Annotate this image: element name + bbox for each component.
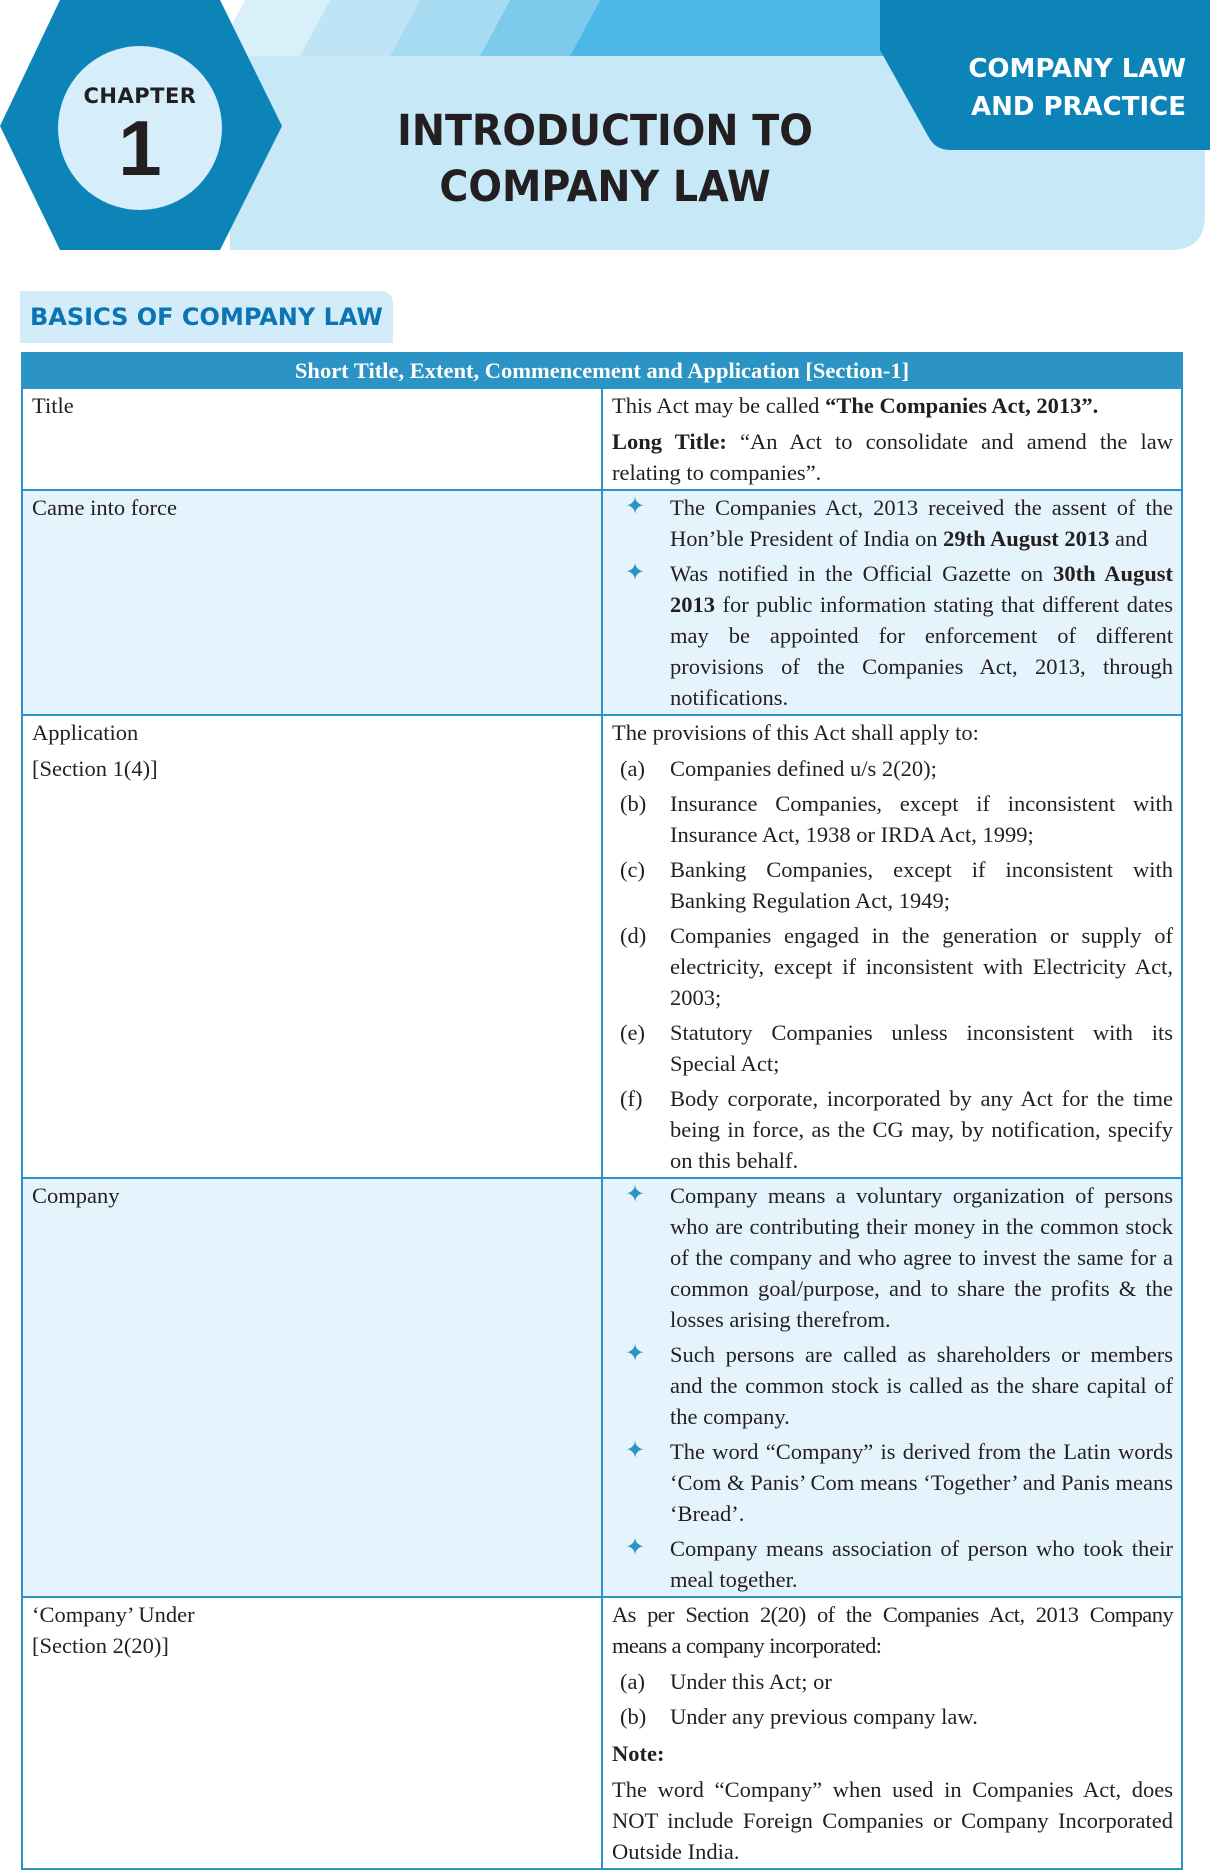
section-1-table bbox=[21, 352, 1183, 1870]
intro-text: As per Section 2(20) of the Companies Act, 2013 Company means a company incorporated: bbox=[612, 1602, 1173, 1658]
list-item bbox=[612, 492, 1173, 554]
text: and bbox=[1109, 526, 1148, 551]
list-item-text: Insurance Companies, except if inconsistent with Insurance Act, 1938 or IRDA Act, 1999; bbox=[670, 791, 1173, 847]
four-point-star-icon: ✦ bbox=[625, 494, 646, 520]
act-name: “The Companies Act, 2013”. bbox=[825, 393, 1099, 418]
list-item-text: Under any previous company law. bbox=[670, 1704, 978, 1729]
list-item bbox=[612, 1083, 1173, 1176]
four-point-star-icon: ✦ bbox=[625, 1182, 646, 1208]
list-item-text: Banking Companies, except if inconsistent with Banking Regulation Act, 1949; bbox=[670, 857, 1173, 913]
date: 30th August 2013 bbox=[670, 561, 1173, 617]
table-row-application bbox=[22, 715, 1182, 1178]
list-item-text: Statutory Companies unless inconsistent with its Special Act; bbox=[670, 1020, 1173, 1076]
table-row-came-into-force bbox=[22, 490, 1182, 715]
list-item bbox=[612, 1666, 1173, 1697]
four-point-star-icon: ✦ bbox=[625, 1341, 646, 1367]
chapter-label: CHAPTER bbox=[83, 84, 197, 108]
text: Was notified in the Official Gazette on bbox=[670, 561, 1054, 586]
row-value bbox=[602, 388, 1182, 490]
row-key bbox=[22, 715, 602, 1178]
list-marker: (a) bbox=[620, 1669, 645, 1694]
row-value bbox=[602, 715, 1182, 1178]
section-heading: BASICS OF COMPANY LAW bbox=[20, 291, 393, 343]
series-line-1: COMPANY LAW bbox=[968, 54, 1186, 84]
list-item bbox=[612, 1017, 1173, 1079]
row-key: Company bbox=[22, 1178, 602, 1597]
text: for public information stating that different dates may be appointed for enforcement of different provisions of the Companies Act, 2013, through notifications. bbox=[670, 592, 1173, 710]
book-series-title bbox=[926, 50, 1186, 126]
table-row-section-2-20 bbox=[22, 1597, 1182, 1869]
list-item-text: Under this Act; or bbox=[670, 1669, 832, 1694]
paragraph bbox=[612, 390, 1173, 421]
list-marker: (a) bbox=[620, 756, 645, 781]
list-item bbox=[612, 1701, 1173, 1732]
list-marker: (d) bbox=[620, 923, 647, 948]
table-heading: Short Title, Extent, Commencement and Application [Section-1] bbox=[22, 353, 1182, 388]
table-row-title bbox=[22, 388, 1182, 490]
text: This Act may be called bbox=[612, 393, 826, 418]
list-item-text: Companies engaged in the generation or supply of electricity, except if inconsistent with Electricity Act, 2003; bbox=[670, 923, 1173, 1010]
row-key-line-1: ‘Company’ Under bbox=[32, 1602, 195, 1627]
list-item-text: Companies defined u/s 2(20); bbox=[670, 756, 937, 781]
list-item-text: Such persons are called as shareholders or members and the common stock is called as the share capital of the company. bbox=[670, 1342, 1173, 1429]
text: “An Act to consolidate and amend the law relating to companies”. bbox=[612, 429, 1173, 485]
list-item bbox=[612, 1436, 1173, 1529]
row-key-line-1: Application bbox=[32, 720, 139, 745]
note-label-text: Note: bbox=[612, 1741, 665, 1766]
text: The Companies Act, 2013 received the assent of the Hon’ble President of India on bbox=[670, 495, 1173, 551]
paragraph bbox=[612, 426, 1173, 488]
row-value bbox=[602, 490, 1182, 715]
table-row-company bbox=[22, 1178, 1182, 1597]
list-marker: (c) bbox=[620, 857, 645, 882]
list-item bbox=[612, 1339, 1173, 1432]
chapter-title-line-1: INTRODUCTION TO bbox=[397, 106, 813, 156]
list-item-text bbox=[670, 492, 1173, 554]
four-point-star-icon: ✦ bbox=[625, 1535, 646, 1561]
four-point-star-icon: ✦ bbox=[625, 1438, 646, 1464]
row-key: Title bbox=[22, 388, 602, 490]
row-value bbox=[602, 1178, 1182, 1597]
list-marker: (f) bbox=[620, 1086, 643, 1111]
list-item-text: Company means a voluntary organization of persons who are contributing their money in the common stock of the company and who agree to invest the same for a common goal/purpose, and to share the profits & the losses arising therefrom. bbox=[670, 1183, 1173, 1332]
chapter-number: 1 bbox=[118, 104, 162, 192]
list-item bbox=[612, 753, 1173, 784]
list-item bbox=[612, 1533, 1173, 1595]
four-point-star-icon: ✦ bbox=[625, 560, 646, 586]
list-item-text: The word “Company” is derived from the Latin words ‘Com & Panis’ Com means ‘Together’ and Panis means ‘Bread’. bbox=[670, 1439, 1173, 1526]
list-marker: (b) bbox=[620, 1704, 647, 1729]
list-marker: (e) bbox=[620, 1020, 645, 1045]
list-item-text bbox=[670, 558, 1173, 713]
chapter-header bbox=[0, 0, 1210, 260]
row-key bbox=[22, 1597, 602, 1869]
date: 29th August 2013 bbox=[943, 526, 1110, 551]
note-text: The word “Company” when used in Companies Act, does NOT include Foreign Companies or Company Incorporated Outside India. bbox=[612, 1777, 1173, 1864]
row-key-line-2: [Section 2(20)] bbox=[32, 1633, 169, 1658]
list-item bbox=[612, 920, 1173, 1013]
list-marker: (b) bbox=[620, 791, 647, 816]
list-item bbox=[612, 788, 1173, 850]
list-item bbox=[612, 1180, 1173, 1335]
row-value bbox=[602, 1597, 1182, 1869]
long-title-label: Long Title: bbox=[612, 429, 727, 454]
list-item-text: Body corporate, incorporated by any Act for the time being in force, as the CG may, by notification, specify on this behalf. bbox=[670, 1086, 1173, 1173]
chapter-title-line-2: COMPANY LAW bbox=[439, 162, 771, 212]
row-key-line-2: [Section 1(4)] bbox=[32, 756, 158, 781]
list-item bbox=[612, 854, 1173, 916]
note-label bbox=[612, 1738, 1173, 1769]
table-heading-row bbox=[22, 353, 1182, 388]
list-item bbox=[612, 558, 1173, 713]
series-line-2: AND PRACTICE bbox=[970, 92, 1186, 122]
row-key: Came into force bbox=[22, 490, 602, 715]
intro-text: The provisions of this Act shall apply to: bbox=[612, 720, 979, 745]
list-item-text: Company means association of person who took their meal together. bbox=[670, 1536, 1173, 1592]
